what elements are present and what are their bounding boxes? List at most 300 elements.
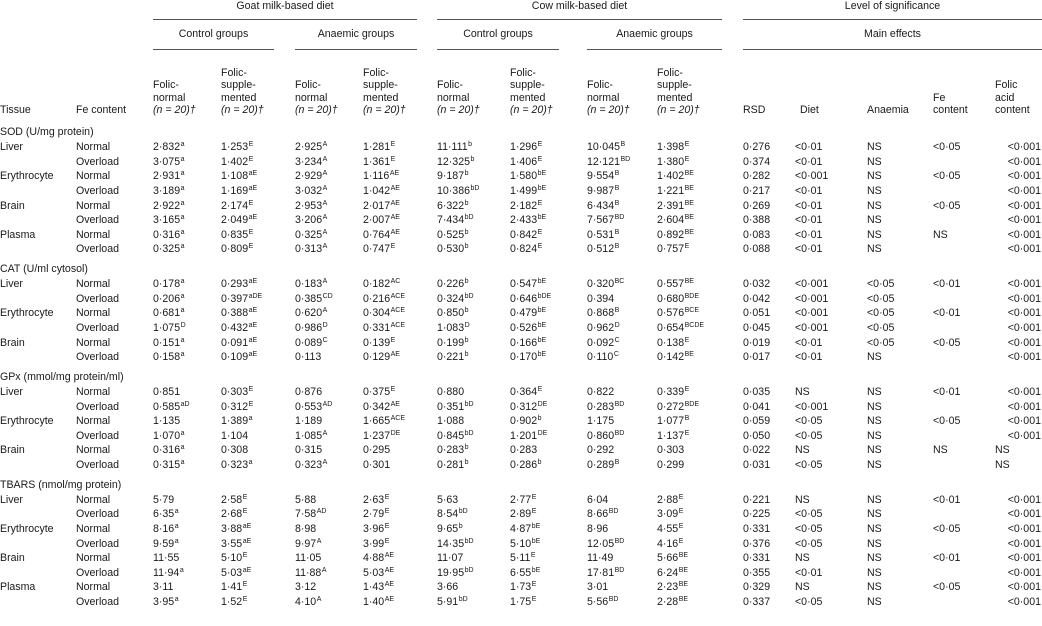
significance-superscript: D bbox=[614, 322, 620, 329]
value-cell bbox=[587, 494, 609, 508]
folic-effect-cell: <0·001 bbox=[1007, 400, 1041, 413]
significance-superscript: E bbox=[530, 552, 536, 560]
significance-superscript: BE bbox=[684, 170, 694, 178]
value-cell bbox=[437, 459, 469, 473]
tissue-cell: Erythrocyte bbox=[0, 523, 54, 535]
value-cell bbox=[221, 386, 253, 400]
fe-content-cell: Normal bbox=[76, 523, 111, 535]
significance-superscript: E bbox=[684, 336, 690, 344]
value-cell bbox=[221, 229, 253, 243]
value-cell bbox=[510, 322, 546, 336]
value-cell bbox=[295, 494, 317, 508]
fe-content-column-header: Fe content bbox=[76, 104, 127, 116]
value-cell bbox=[587, 229, 619, 243]
diet-effect-cell: <0·001 bbox=[795, 170, 829, 183]
fe-content-cell: Overload bbox=[76, 155, 119, 168]
tissue-cell: Brain bbox=[0, 336, 25, 349]
significance-superscript: E bbox=[531, 596, 537, 603]
value-cell bbox=[221, 337, 257, 351]
value-number: 1·104 bbox=[221, 429, 249, 442]
value-cell bbox=[295, 386, 323, 400]
value-number: 0·824 bbox=[510, 243, 538, 256]
significance-superscript: a bbox=[180, 228, 185, 236]
value-number: 10·045 bbox=[587, 141, 620, 154]
value-number: 3·206 bbox=[295, 214, 323, 227]
value-number: 14·35 bbox=[437, 537, 465, 550]
value-cell bbox=[657, 229, 694, 243]
value-cell bbox=[510, 214, 546, 228]
value-cell bbox=[437, 401, 474, 415]
significance-superscript: A bbox=[322, 429, 328, 437]
folic-effect-cell: <0·001 bbox=[1007, 429, 1041, 442]
value-cell bbox=[153, 581, 174, 595]
value-cell bbox=[363, 293, 405, 307]
value-cell bbox=[510, 430, 547, 444]
tissue-cell: Liver bbox=[0, 386, 23, 398]
value-cell bbox=[153, 141, 185, 155]
value-number: 0·680 bbox=[657, 292, 685, 305]
significance-superscript: BE bbox=[678, 581, 689, 589]
rsd-cell: 0·329 bbox=[743, 581, 771, 594]
significance-superscript: ACE bbox=[390, 322, 406, 329]
value-cell bbox=[221, 444, 249, 458]
value-cell bbox=[510, 552, 536, 566]
rsd-cell: 0·269 bbox=[743, 199, 771, 212]
value-number: 6·04 bbox=[587, 493, 609, 506]
significance-superscript: a bbox=[248, 415, 253, 423]
value-cell bbox=[587, 538, 624, 552]
diet-column-header: Diet bbox=[800, 104, 819, 116]
value-cell bbox=[295, 170, 327, 184]
significance-superscript: A bbox=[322, 170, 328, 178]
folic-effect-cell: <0·001 bbox=[1007, 566, 1041, 579]
value-cell bbox=[363, 214, 400, 228]
value-number: 1·402 bbox=[657, 170, 685, 183]
value-number: 1·580 bbox=[510, 170, 538, 183]
value-number: 0·316 bbox=[153, 444, 181, 457]
tissue-cell: Erythrocyte bbox=[0, 415, 54, 428]
diet-effect-cell: NS bbox=[795, 493, 810, 506]
value-cell bbox=[363, 523, 389, 537]
tissue-cell: Brain bbox=[0, 199, 25, 212]
value-number: 11·111 bbox=[437, 141, 468, 154]
value-cell bbox=[363, 401, 400, 415]
fe-effect-cell: <0·05 bbox=[933, 581, 961, 594]
significance-header: Level of significance bbox=[844, 0, 941, 12]
value-cell bbox=[587, 459, 619, 473]
fe-content-cell: Normal bbox=[76, 199, 111, 212]
value-cell bbox=[510, 459, 542, 473]
header-line: Folic bbox=[995, 79, 1018, 92]
value-cell bbox=[153, 552, 180, 566]
value-number: 0·283 bbox=[437, 444, 465, 457]
value-number: 1·135 bbox=[153, 415, 181, 428]
anaemia-effect-cell: NS bbox=[867, 429, 882, 442]
value-number: 9·987 bbox=[587, 185, 615, 197]
value-number: 5·91 bbox=[437, 596, 459, 608]
significance-superscript: C bbox=[614, 336, 620, 344]
value-cell bbox=[437, 278, 469, 292]
value-number: 1·108 bbox=[221, 170, 249, 183]
value-number: 0·479 bbox=[510, 307, 538, 320]
significance-superscript: aE bbox=[248, 351, 258, 359]
significance-superscript: BD bbox=[608, 596, 619, 603]
fe-effect-cell: <0·05 bbox=[933, 523, 961, 535]
anaemia-effect-cell: NS bbox=[867, 508, 882, 521]
value-number: 0·557 bbox=[657, 278, 685, 291]
folic-normal-column-header bbox=[295, 79, 338, 116]
folic-effect-cell: <0·001 bbox=[1007, 185, 1041, 197]
value-number: 0·547 bbox=[510, 278, 538, 291]
value-number: 3·11 bbox=[153, 581, 174, 594]
value-cell bbox=[221, 459, 253, 473]
value-number: 2·925 bbox=[295, 141, 323, 154]
fe-effect-cell: <0·05 bbox=[933, 199, 961, 212]
significance-superscript: b bbox=[464, 351, 469, 359]
value-number: 1·361 bbox=[363, 155, 391, 168]
significance-superscript: C bbox=[613, 351, 619, 359]
value-number: 7·434 bbox=[437, 214, 465, 227]
value-number: 12·121 bbox=[587, 155, 620, 168]
anaemia-effect-cell: <0·05 bbox=[867, 278, 895, 291]
group-header-line: (n = 20)† bbox=[437, 103, 480, 116]
value-number: 0·303 bbox=[221, 386, 249, 398]
value-number: 0·110 bbox=[587, 351, 614, 364]
rsd-cell: 0·376 bbox=[743, 537, 771, 550]
significance-superscript: E bbox=[684, 155, 690, 163]
value-cell bbox=[510, 185, 546, 199]
value-number: 6·434 bbox=[587, 199, 615, 212]
fe-effect-cell: <0·05 bbox=[933, 336, 961, 349]
rsd-cell: 0·019 bbox=[743, 336, 771, 349]
value-cell bbox=[363, 459, 391, 473]
value-number: 3·55 bbox=[221, 537, 243, 550]
value-number: 0·902 bbox=[510, 415, 538, 428]
value-cell bbox=[657, 322, 704, 336]
significance-superscript: b bbox=[464, 199, 469, 207]
rsd-cell: 0·331 bbox=[743, 523, 771, 535]
significance-superscript: E bbox=[537, 228, 543, 236]
value-number: 1·40 bbox=[363, 596, 385, 608]
value-cell bbox=[510, 278, 546, 292]
tissue-cell: Liver bbox=[0, 278, 23, 291]
value-cell bbox=[221, 278, 257, 292]
fe-content-cell: Overload bbox=[76, 185, 119, 197]
significance-superscript: BE bbox=[678, 566, 689, 574]
significance-superscript: E bbox=[242, 596, 248, 603]
value-number: 2·604 bbox=[657, 214, 685, 227]
significance-superscript: BE bbox=[684, 199, 694, 207]
value-number: 6·35 bbox=[153, 508, 175, 521]
value-cell bbox=[657, 430, 689, 444]
value-cell bbox=[221, 581, 247, 595]
value-cell bbox=[153, 229, 185, 243]
value-number: 1·253 bbox=[221, 141, 249, 154]
value-number: 0·283 bbox=[587, 400, 615, 413]
anaemia-effect-cell: NS bbox=[867, 185, 882, 197]
value-number: 0·292 bbox=[587, 444, 615, 457]
value-number: 0·531 bbox=[587, 228, 615, 241]
value-cell bbox=[437, 596, 468, 610]
value-number: 3·12 bbox=[295, 581, 317, 594]
rsd-cell: 0·045 bbox=[743, 322, 771, 334]
group-header-line: (n = 20)† bbox=[510, 103, 553, 116]
anaemia-effect-cell: <0·05 bbox=[867, 307, 895, 320]
value-cell bbox=[221, 596, 247, 610]
rsd-cell: 0·355 bbox=[743, 566, 771, 579]
significance-superscript: bE bbox=[537, 307, 547, 315]
rsd-cell: 0·017 bbox=[743, 351, 771, 364]
value-number: 3·075 bbox=[153, 155, 181, 168]
value-number: 2·049 bbox=[221, 214, 249, 227]
value-number: 9·59 bbox=[153, 537, 175, 550]
value-cell bbox=[363, 351, 400, 365]
significance-superscript: DE bbox=[390, 429, 401, 437]
significance-superscript: aE bbox=[248, 185, 258, 192]
significance-superscript: A bbox=[321, 566, 327, 574]
significance-superscript: b bbox=[464, 170, 469, 178]
value-number: 2·68 bbox=[221, 508, 243, 521]
value-cell bbox=[437, 444, 469, 458]
group-header-line: normal bbox=[295, 91, 328, 104]
value-cell bbox=[295, 538, 321, 552]
anaemia-effect-cell: NS bbox=[867, 155, 882, 168]
group-header-line: mented bbox=[657, 91, 693, 104]
diet-effect-cell: <0·05 bbox=[795, 429, 823, 442]
goat-control-header: Control groups bbox=[178, 28, 249, 40]
significance-superscript: a bbox=[174, 523, 179, 530]
main-effects-header: Main effects bbox=[864, 28, 921, 40]
value-number: 0·764 bbox=[363, 228, 391, 241]
significance-superscript: aE bbox=[242, 523, 252, 530]
value-number: 11·07 bbox=[437, 552, 464, 565]
significance-superscript: a bbox=[180, 351, 185, 359]
diet-effect-cell: <0·05 bbox=[795, 508, 823, 521]
value-cell bbox=[437, 430, 474, 444]
significance-superscript: AE bbox=[389, 170, 400, 178]
goat-header-rule bbox=[153, 19, 417, 20]
value-number: 9·65 bbox=[437, 523, 459, 535]
diet-effect-cell: <0·001 bbox=[795, 292, 829, 305]
significance-superscript: D bbox=[464, 322, 470, 329]
fe-effect-cell: <0·01 bbox=[933, 278, 961, 291]
significance-superscript: E bbox=[390, 386, 396, 393]
value-number: 0·654 bbox=[657, 322, 685, 334]
value-number: 0·091 bbox=[221, 336, 249, 349]
significance-superscript: BDE bbox=[684, 292, 700, 300]
anaemia-effect-cell: NS bbox=[867, 459, 882, 471]
group-header-line: mented bbox=[221, 91, 257, 104]
significance-superscript: a bbox=[248, 459, 253, 466]
value-cell bbox=[510, 307, 546, 321]
value-number: 2·23 bbox=[657, 581, 679, 594]
fe-content-cell: Overload bbox=[76, 566, 119, 579]
value-cell bbox=[587, 156, 630, 170]
folic-acid-effect-header bbox=[995, 79, 1030, 116]
value-cell bbox=[657, 243, 689, 257]
value-cell bbox=[437, 494, 459, 508]
significance-superscript: bD bbox=[464, 566, 474, 574]
significance-superscript: aE bbox=[242, 537, 252, 545]
value-cell bbox=[437, 523, 463, 537]
value-cell bbox=[657, 444, 685, 458]
value-cell bbox=[657, 523, 683, 537]
value-number: 11·94 bbox=[153, 566, 180, 579]
value-cell bbox=[437, 351, 469, 365]
significance-superscript: B bbox=[614, 170, 620, 178]
value-cell bbox=[363, 538, 389, 552]
value-number: 6·24 bbox=[657, 566, 679, 579]
value-cell bbox=[657, 386, 689, 400]
value-cell bbox=[363, 430, 400, 444]
significance-superscript: E bbox=[248, 400, 254, 408]
value-number: 1·665 bbox=[363, 415, 391, 428]
group-header-line: Folic- bbox=[510, 66, 536, 79]
value-number: 0·620 bbox=[295, 307, 323, 320]
folic-effect-cell: <0·001 bbox=[1007, 322, 1041, 334]
diet-effect-cell: <0·001 bbox=[795, 400, 829, 413]
value-number: 0·199 bbox=[437, 336, 465, 349]
significance-superscript: B bbox=[614, 228, 620, 236]
value-number: 19·95 bbox=[437, 566, 465, 579]
fe-effect-cell: <0·05 bbox=[933, 141, 961, 154]
fe-content-cell: Normal bbox=[76, 444, 111, 457]
rsd-column-header: RSD bbox=[743, 104, 766, 116]
rsd-cell: 0·374 bbox=[743, 155, 771, 168]
rsd-cell: 0·051 bbox=[743, 307, 771, 320]
value-number: 0·109 bbox=[221, 351, 249, 364]
significance-superscript: BD bbox=[614, 566, 625, 574]
value-cell bbox=[295, 307, 327, 321]
significance-superscript: E bbox=[678, 523, 684, 530]
significance-superscript: E bbox=[531, 508, 537, 516]
value-number: 6·55 bbox=[510, 566, 532, 579]
rsd-cell: 0·041 bbox=[743, 400, 771, 413]
value-number: 1·389 bbox=[221, 415, 249, 428]
value-cell bbox=[153, 415, 181, 429]
value-number: 0·315 bbox=[153, 459, 181, 471]
value-cell bbox=[153, 567, 184, 581]
tissue-column-header: Tissue bbox=[0, 104, 31, 116]
value-number: 11·55 bbox=[153, 552, 180, 565]
value-number: 2·89 bbox=[510, 508, 532, 521]
value-cell bbox=[437, 552, 464, 566]
cow-diet-header: Cow milk-based diet bbox=[531, 0, 628, 12]
value-number: 0·312 bbox=[221, 400, 249, 413]
significance-superscript: A bbox=[316, 596, 322, 603]
tissue-cell: Liver bbox=[0, 141, 23, 154]
value-cell bbox=[510, 581, 536, 595]
value-cell bbox=[587, 508, 618, 522]
value-number: 0·281 bbox=[437, 459, 465, 471]
value-cell bbox=[221, 401, 253, 415]
significance-superscript: aE bbox=[248, 307, 258, 315]
value-cell bbox=[295, 596, 321, 610]
value-number: 1·41 bbox=[221, 581, 243, 594]
value-cell bbox=[295, 581, 317, 595]
value-cell bbox=[587, 170, 619, 184]
value-cell bbox=[363, 386, 395, 400]
diet-effect-cell: <0·01 bbox=[795, 214, 823, 227]
diet-effect-cell: <0·001 bbox=[795, 307, 829, 320]
significance-superscript: a bbox=[174, 596, 179, 603]
fe-content-cell: Overload bbox=[76, 429, 119, 442]
value-cell bbox=[221, 430, 249, 444]
value-number: 0·845 bbox=[437, 429, 465, 442]
significance-superscript: AE bbox=[384, 552, 395, 560]
value-cell bbox=[295, 508, 326, 522]
diet-effect-cell: NS bbox=[795, 581, 810, 594]
significance-superscript: aE bbox=[248, 278, 258, 286]
anaemia-effect-cell: NS bbox=[867, 386, 882, 398]
cow-header-rule bbox=[437, 19, 722, 20]
value-cell bbox=[510, 538, 540, 552]
significance-superscript: A bbox=[322, 214, 328, 222]
value-number: 0·142 bbox=[657, 351, 685, 364]
value-cell bbox=[153, 401, 190, 415]
rsd-cell: 0·337 bbox=[743, 596, 771, 608]
value-number: 0·851 bbox=[153, 386, 181, 398]
significance-superscript: A bbox=[322, 278, 328, 286]
value-number: 3·95 bbox=[153, 596, 175, 608]
value-number: 10·386 bbox=[437, 185, 470, 197]
section-title: TBARS (nmol/mg protein) bbox=[0, 478, 122, 491]
significance-superscript: B bbox=[684, 415, 690, 423]
folic-effect-cell: <0·001 bbox=[1007, 493, 1041, 506]
fe-content-cell: Normal bbox=[76, 170, 111, 183]
value-number: 0·295 bbox=[363, 444, 391, 457]
tissue-cell: Erythrocyte bbox=[0, 307, 54, 320]
folic-effect-cell: <0·001 bbox=[1007, 351, 1041, 364]
value-number: 0·323 bbox=[295, 459, 323, 471]
value-number: 0·757 bbox=[657, 243, 685, 256]
diet-effect-cell: <0·01 bbox=[795, 141, 823, 154]
fe-effect-cell: <0·01 bbox=[933, 493, 961, 506]
significance-superscript: AC bbox=[390, 278, 401, 286]
significance-superscript: B bbox=[614, 307, 620, 315]
significance-superscript: E bbox=[537, 141, 543, 149]
anaemia-effect-cell: <0·05 bbox=[867, 322, 895, 334]
value-cell bbox=[510, 508, 536, 522]
significance-superscript: A bbox=[322, 185, 328, 192]
diet-effect-cell: <0·01 bbox=[795, 228, 823, 241]
value-number: 0·178 bbox=[153, 278, 181, 291]
value-cell bbox=[363, 170, 399, 184]
diet-effect-cell: <0·01 bbox=[795, 336, 823, 349]
significance-superscript: CD bbox=[322, 292, 333, 300]
value-number: 0·822 bbox=[587, 386, 615, 398]
significance-superscript: E bbox=[537, 386, 543, 393]
tissue-cell: Plasma bbox=[0, 581, 36, 594]
section-title: CAT (U/ml cytosol) bbox=[0, 263, 88, 275]
significance-superscript: bD bbox=[464, 292, 474, 300]
rsd-cell: 0·388 bbox=[743, 214, 771, 227]
value-number: 3·01 bbox=[587, 581, 609, 594]
significance-superscript: B bbox=[620, 141, 626, 149]
value-cell bbox=[587, 185, 619, 199]
value-number: 2·63 bbox=[363, 493, 385, 506]
folic-effect-cell: <0·001 bbox=[1007, 214, 1041, 227]
value-number: 4·88 bbox=[363, 552, 385, 565]
significance-superscript: B bbox=[614, 185, 620, 192]
folic-effect-cell: <0·001 bbox=[1007, 228, 1041, 241]
value-number: 0·525 bbox=[437, 228, 465, 241]
anaemia-effect-cell: NS bbox=[867, 415, 882, 428]
header-line: acid bbox=[995, 91, 1015, 104]
value-number: 1·088 bbox=[437, 415, 465, 428]
folic-effect-cell: NS bbox=[995, 459, 1010, 471]
value-number: 11·49 bbox=[587, 552, 614, 565]
